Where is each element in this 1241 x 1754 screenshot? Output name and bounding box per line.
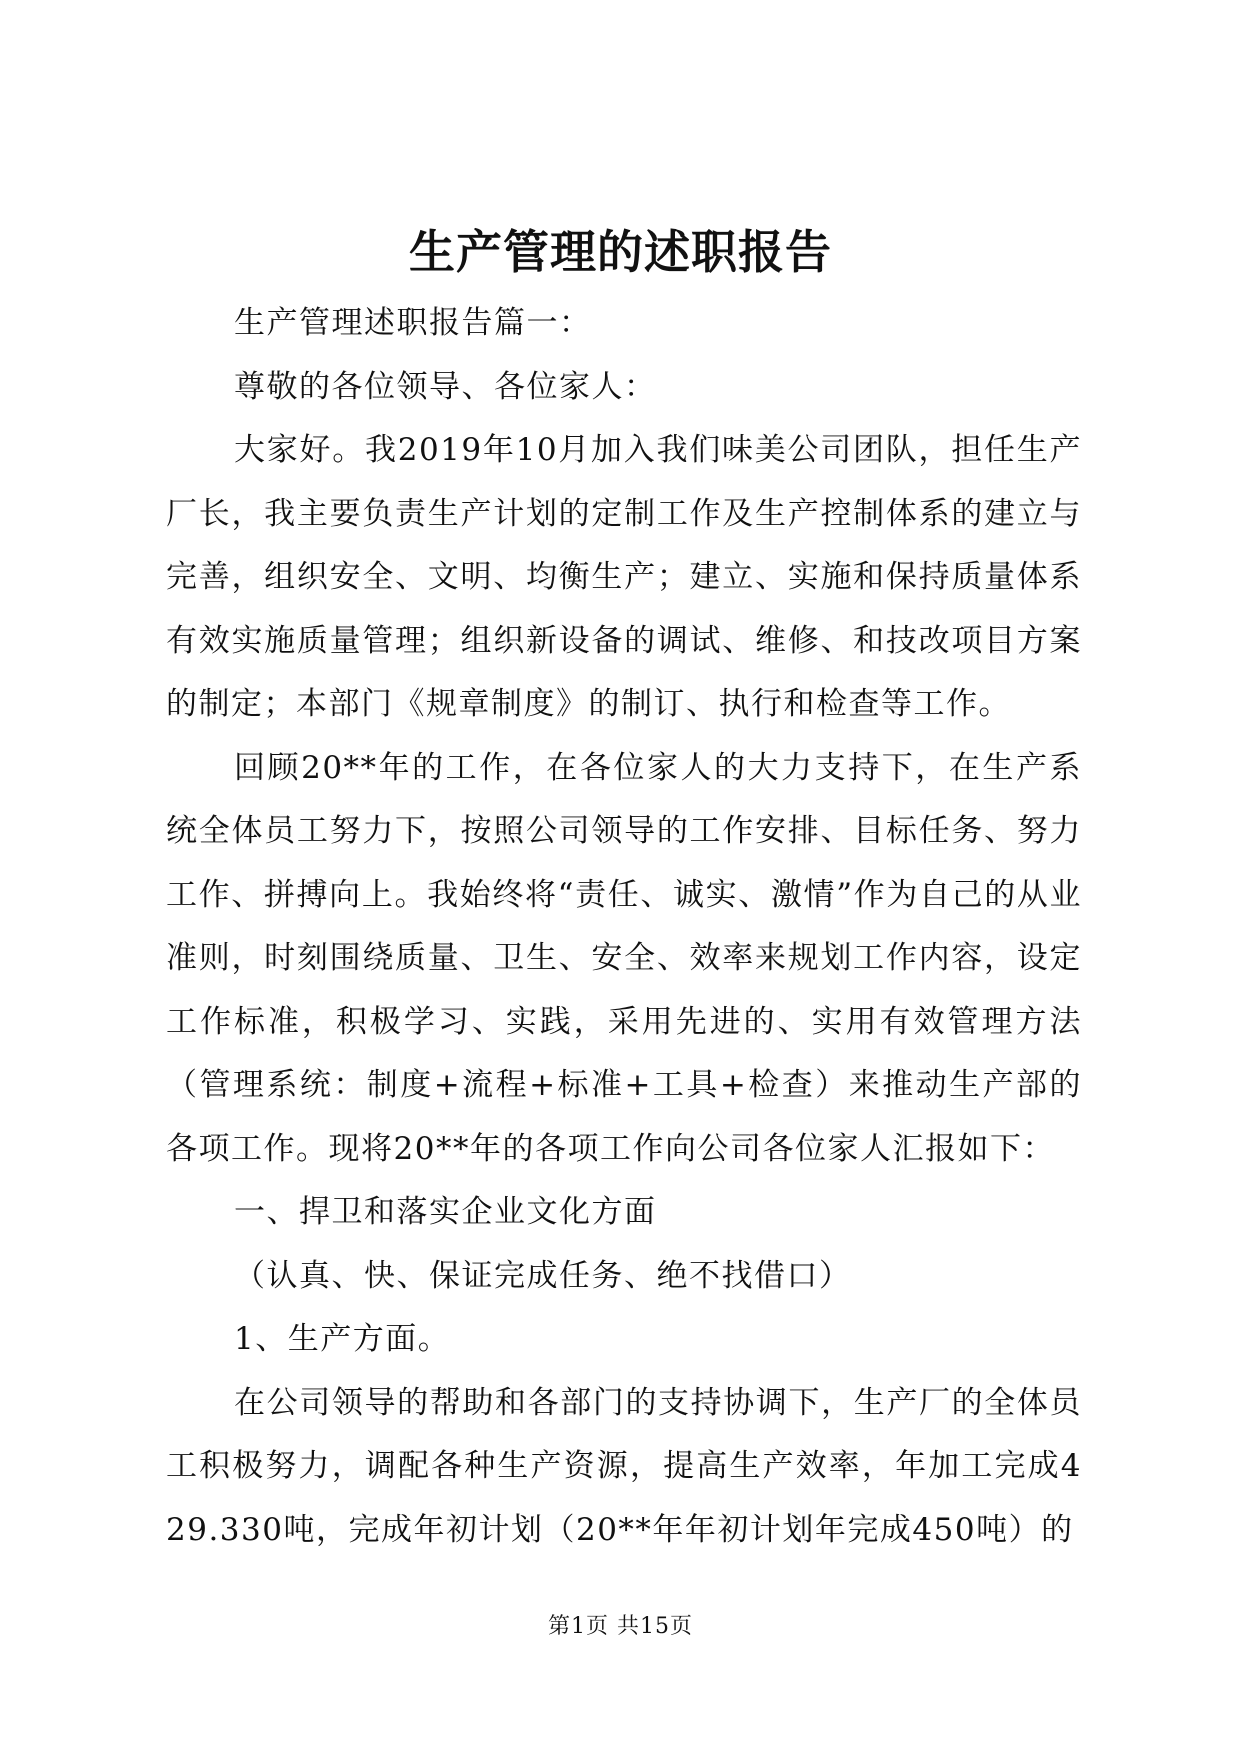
- section-subheading: （认真、快、保证完成任务、绝不找借口）: [234, 1257, 852, 1294]
- document-title: 生产管理的述职报告: [409, 225, 832, 279]
- body-paragraph: 在公司领导的帮助和各部门的支持协调下，生产厂的全体员工积极努力，调配各种生产资源，提高生产效率，年加工完成429.330吨，完成年初计划（20**年年初计划年完成450吨）的: [166, 1384, 1082, 1548]
- body-paragraph: 回顾20**年的工作，在各位家人的大力支持下，在生产系统全体员工努力下，按照公司领导的工作安排、目标任务、努力工作、拼搏向上。我始终将“责任、诚实、激情”作为自己的从业准则，时刻围绕质量、卫生、安全、效率来规划工作内容，设定工作标准，积极学习、实践，采用先进的、实用有效管理方法（管理系统：制度+流程+标准+工具+检查）来推动生产部的各项工作。现将20**年的各项工作向公司各位家人汇报如下：: [166, 749, 1082, 1167]
- body-paragraph: 大家好。我2019年10月加入我们味美公司团队，担任生产厂长，我主要负责生产计划的定制工作及生产控制体系的建立与完善，组织安全、文明、均衡生产；建立、实施和保持质量体系有效实施质量管理；组织新设备的调试、维修、和技改项目方案的制定；本部门《规章制度》的制订、执行和检查等工作。: [166, 432, 1082, 722]
- document-body: [166, 292, 1082, 1562]
- page-number-footer: 第1页 共15页: [548, 1614, 693, 1639]
- section-heading: 生产管理述职报告篇一：: [234, 305, 592, 341]
- subsection-heading: 1、生产方面。: [234, 1321, 451, 1357]
- salutation: 尊敬的各位领导、各位家人：: [234, 368, 657, 405]
- section-heading: 一、捍卫和落实企业文化方面: [234, 1194, 657, 1230]
